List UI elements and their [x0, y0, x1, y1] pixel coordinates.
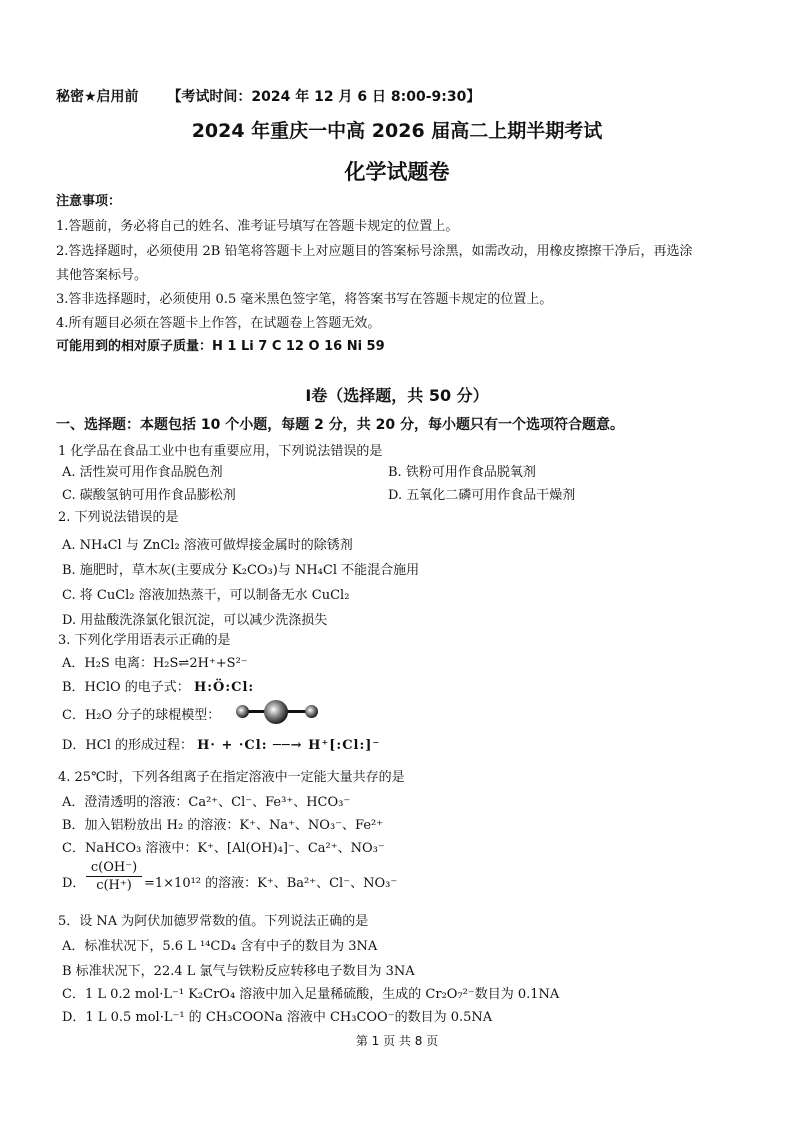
- water-ball-stick-model: [232, 699, 324, 725]
- question-2-option-d: D. 用盐酸洗涤氯化银沉淀，可以减少洗涤损失: [62, 613, 328, 628]
- atomic-masses: 可能用到的相对原子质量：H 1 Li 7 C 12 O 16 Ni 59: [56, 339, 385, 354]
- note-item: 4.所有题目必须在答题卡上作答，在试题卷上答题无效。: [56, 316, 381, 331]
- question-4-option-d-label: D．: [62, 876, 86, 891]
- notes-heading: 注意事项：: [56, 194, 122, 209]
- question-2-option-c: C. 将 CuCl₂ 溶液加热蒸干，可以制备无水 CuCl₂: [62, 588, 350, 603]
- question-1-option-d: D. 五氧化二磷可用作食品干燥剂: [388, 488, 576, 503]
- note-item: 3.答非选择题时，必须使用 0.5 毫米黑色签字笔，将答案书写在答题卡规定的位置上。: [56, 292, 553, 307]
- question-4-option-d-text: =1×10¹² 的溶液：K⁺、Ba²⁺、Cl⁻、NO₃⁻: [144, 876, 398, 891]
- part-instructions: 一、选择题：本题包括 10 个小题，每题 2 分，共 20 分，每小题只有一个选项符合题意。: [56, 417, 624, 433]
- question-3-option-d: [62, 734, 380, 753]
- option-c-label: C．H₂O 分子的球棍模型：: [62, 708, 221, 723]
- secret-label: 秘密★启用前: [56, 89, 139, 105]
- question-4-stem: 4. 25℃时，下列各组离子在指定溶液中一定能大量共存的是: [58, 770, 405, 785]
- question-2-option-a: A. NH₄Cl 与 ZnCl₂ 溶液可做焊接金属时的除锈剂: [62, 538, 353, 553]
- exam-time: 【考试时间：2024 年 12 月 6 日 8:00-9:30】: [167, 89, 481, 105]
- page-number: 第 1 页 共 8 页: [355, 1034, 439, 1048]
- question-5-option-b: B 标准状况下，22.4 L 氯气与铁粉反应转移电子数目为 3NA: [62, 964, 415, 979]
- question-4-option-b: B．加入铝粉放出 H₂ 的溶液：K⁺、Na⁺、NO₃⁻、Fe²⁺: [62, 818, 384, 833]
- question-3-option-b: [62, 676, 254, 695]
- hcl-formation-process: H· + ·Cl: ──→ H⁺[:Cl:]⁻: [197, 738, 381, 753]
- option-d-label: D．HCl 的形成过程：: [62, 738, 193, 753]
- fraction-numerator: c(OH⁻): [90, 860, 138, 875]
- note-item: 1.答题前，务必将自己的姓名、准考证号填写在答题卡规定的位置上。: [56, 219, 459, 234]
- fraction-denominator: c(H⁺): [96, 878, 132, 893]
- question-2-stem: 2. 下列说法错误的是: [58, 510, 179, 525]
- header: [56, 86, 480, 106]
- question-4-option-c: C．NaHCO₃ 溶液中：K⁺、[Al(OH)₄]⁻、Ca²⁺、NO₃⁻: [62, 841, 385, 856]
- question-1-option-b: B. 铁粉可用作食品脱氧剂: [388, 465, 536, 480]
- question-2-option-b: B. 施肥时，草木灰(主要成分 K₂CO₃)与 NH₄Cl 不能混合施用: [62, 563, 420, 578]
- note-item: 2.答选择题时，必须使用 2B 铅笔将答题卡上对应题目的答案标号涂黑，如需改动，用橡皮擦擦干净后，再选涂: [56, 244, 693, 259]
- option-b-label: B．HClO 的电子式：: [62, 680, 190, 695]
- question-5-option-c: C．1 L 0.2 mol·L⁻¹ K₂CrO₄ 溶液中加入足量稀硫酸，生成的 Cr₂O₇²⁻数目为 0.1NA: [62, 987, 560, 1002]
- question-1-stem: 1 化学品在食品工业中也有重要应用，下列说法错误的是: [58, 444, 383, 459]
- question-3-stem: 3. 下列化学用语表示正确的是: [58, 633, 231, 648]
- oh-h-ratio-fraction: [86, 860, 142, 893]
- question-3-option-c: [62, 704, 220, 723]
- question-5-stem: 5．设 NA 为阿伏加德罗常数的值。下列说法正确的是: [58, 914, 369, 929]
- question-5-option-d: D．1 L 0.5 mol·L⁻¹ 的 CH₃COONa 溶液中 CH₃COO⁻的数目为 0.5NA: [62, 1010, 493, 1025]
- question-4-option-a: A．澄清透明的溶液：Ca²⁺、Cl⁻、Fe³⁺、HCO₃⁻: [62, 795, 351, 810]
- hclo-electron-formula: H:Ö:Cl:: [193, 680, 255, 695]
- question-3-option-a: A．H₂S 电离：H₂S⇌2H⁺+S²⁻: [62, 656, 248, 671]
- question-1-option-a: A. 活性炭可用作食品脱色剂: [62, 465, 223, 480]
- question-5-option-a: A．标准状况下，5.6 L ¹⁴CD₄ 含有中子的数目为 3NA: [62, 939, 378, 954]
- page-subtitle: 化学试题卷: [344, 160, 450, 184]
- question-1-option-c: C. 碳酸氢钠可用作食品膨松剂: [62, 488, 236, 503]
- note-item: 其他答案标号。: [56, 268, 148, 283]
- section-title: I卷（选择题，共 50 分）: [305, 386, 489, 405]
- page-title: 2024 年重庆一中高 2026 届高二上期半期考试: [191, 120, 603, 142]
